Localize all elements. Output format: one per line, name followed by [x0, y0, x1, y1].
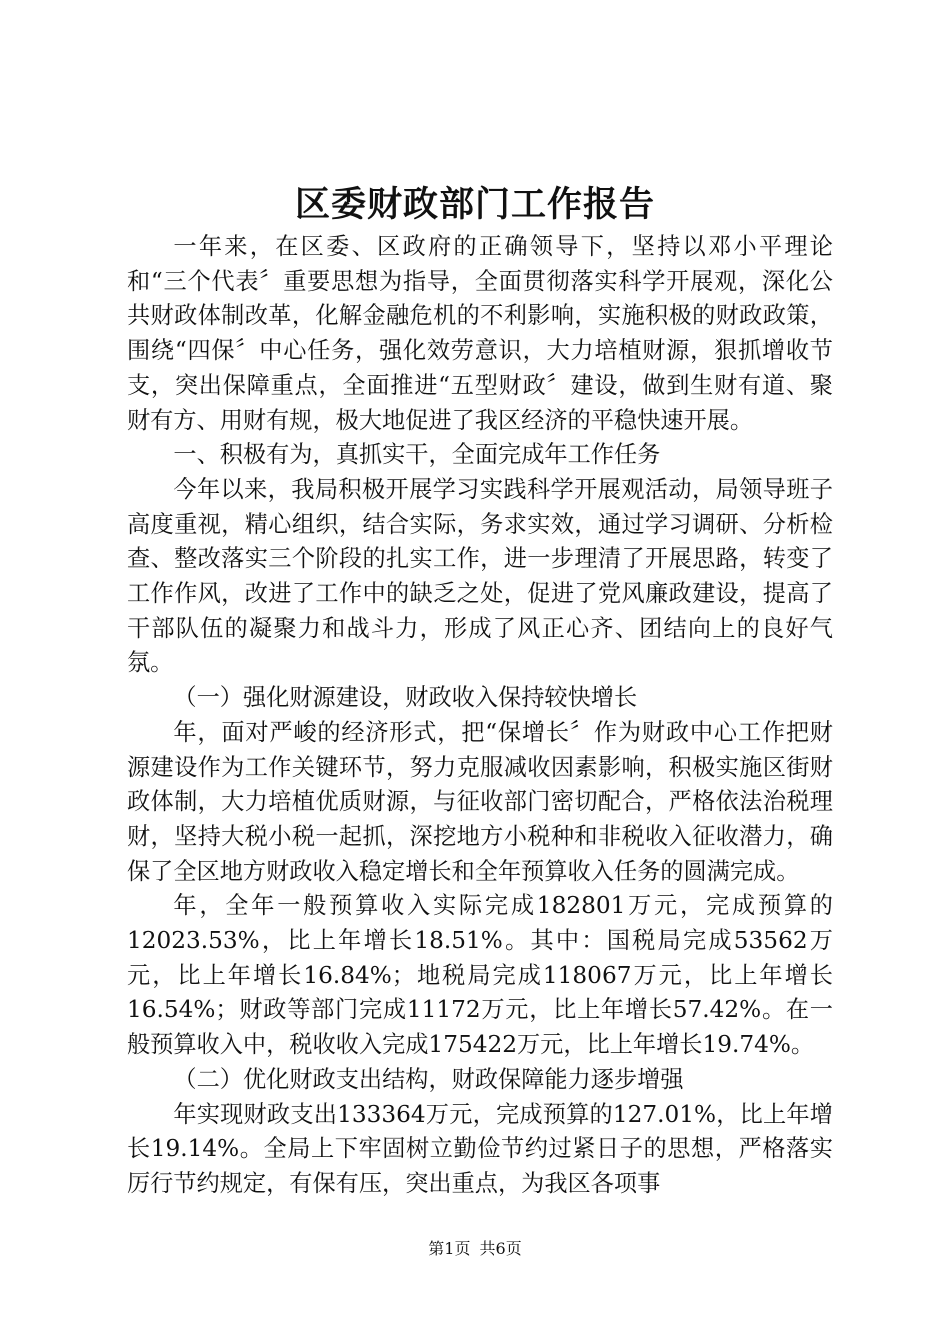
body-paragraph: 今年以来，我局积极开展学习实践科学开展观活动，局领导班子高度重视，精心组织，结合实际，务求实效，通过学习调研、分析检查、整改落实三个阶段的扎实工作，进一步理清了开展思路，转变了工作作风，改进了工作中的缺乏之处，促进了党风廉政建设，提高了干部队伍的凝聚力和战斗力，形成了风正心齐、团结向上的良好气氛。 [127, 475, 833, 677]
body-paragraph: 年，面对严峻的经济形式，把“保增长〞作为财政中心工作把财源建设作为工作关键环节，努力克服减收因素影响，积极实施区街财政体制，大力培植优质财源，与征收部门密切配合，严格依法治税理财，坚持大税小税一起抓，深挖地方小税种和非税收入征收潜力，确保了全区地方财政收入稳定增长和全年预算收入任务的圆满完成。 [127, 718, 833, 885]
subsection-heading-2: （二）优化财政支出结构，财政保障能力逐步增强 [173, 1065, 684, 1093]
body-paragraph: 年，全年一般预算收入实际完成182801万元，完成预算的12023.53%，比上年增长18.51%。其中：国税局完成53562万元，比上年增长16.84%；地税局完成118067万元，比上年增长16.54%；财政等部门完成11172万元，比上年增长57.42%。在一般预算收入中，税收收入完成175422万元，比上年增长19.74%。 [127, 892, 833, 1059]
subsection-heading-1: （一）强化财源建设，财政收入保持较快增长 [173, 684, 638, 712]
section-heading-1: 一、积极有为，真抓实干，全面完成年工作任务 [173, 441, 661, 469]
document-title: 区委财政部门工作报告 [294, 184, 655, 225]
intro-paragraph: 一年来，在区委、区政府的正确领导下，坚持以邓小平理论和“三个代表〞重要思想为指导，全面贯彻落实科学开展观，深化公共财政体制改革，化解金融危机的不利影响，实施积极的财政政策，围绕“四保〞中心任务，强化效劳意识，大力培植财源，狠抓增收节支，突出保障重点，全面推进“五型财政〞建设，做到生财有道、聚财有方、用财有规，极大地促进了我区经济的平稳快速开展。 [127, 233, 833, 434]
body-paragraph: 年实现财政支出133364万元，完成预算的127.01%，比上年增长19.14%。全局上下牢固树立勤俭节约过紧日子的思想，严格落实厉行节约规定，有保有压，突出重点，为我区各项事 [127, 1100, 833, 1197]
page-footer [0, 1239, 950, 1259]
page-total: 共6页 [479, 1239, 522, 1258]
document-body [127, 230, 833, 1202]
page-number: 第1页 [428, 1239, 471, 1258]
